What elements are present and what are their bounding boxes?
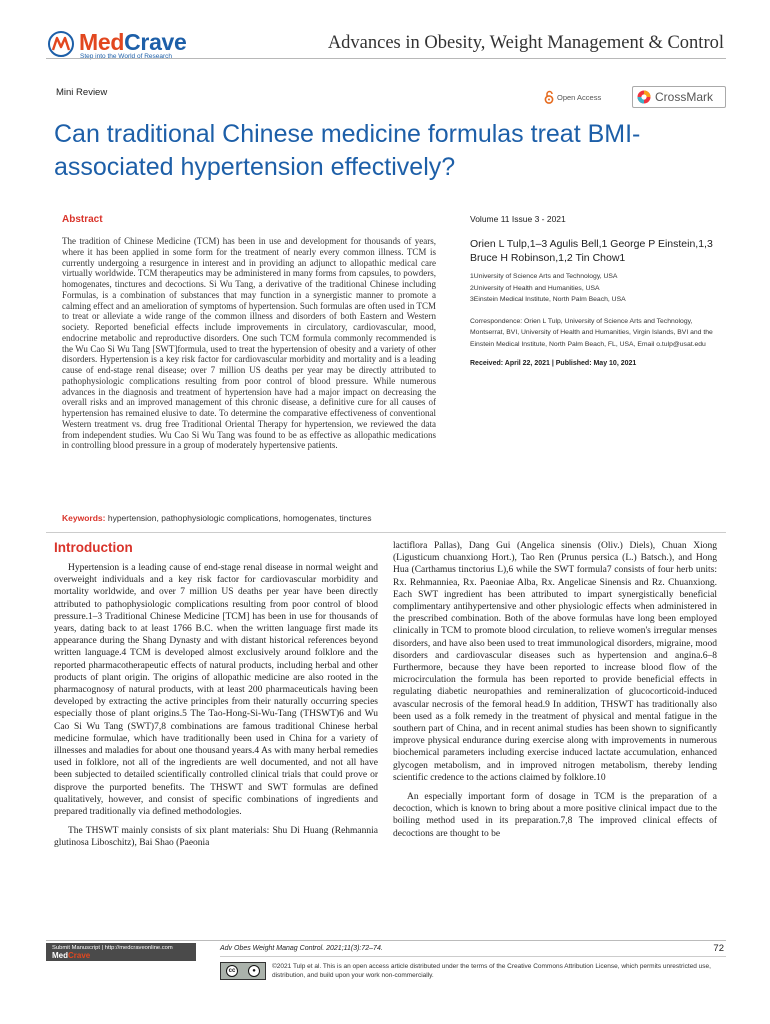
footer-brand — [52, 951, 190, 960]
journal-name: Advances in Obesity, Weight Management & Control — [327, 33, 724, 53]
keywords-label: Keywords: — [62, 513, 106, 523]
open-lock-icon — [544, 90, 554, 104]
body-paragraph: The THSWT mainly consists of six plant materials: Shu Di Huang (Rehmannia glutinosa Liboschitz), Bai Shao (Paeonia — [54, 826, 378, 849]
logo-suffix: Crave — [124, 29, 187, 55]
citation: Adv Obes Weight Manag Control. 2021;11(3):72‒74. — [220, 945, 383, 952]
affiliation-item: 1University of Science Arts and Technology, USA — [470, 273, 618, 280]
received-published-dates: Received: April 22, 2021 | Published: May 10, 2021 — [470, 360, 637, 367]
submit-manuscript-link[interactable]: Submit Manuscript | http://medcraveonline.com — [52, 945, 173, 951]
creative-commons-badge[interactable] — [220, 962, 266, 980]
footer-brand-prefix: Med — [52, 951, 68, 960]
keywords-text: hypertension, pathophysiologic complications, homogenates, tinctures — [107, 513, 372, 523]
crossmark-button[interactable] — [632, 86, 726, 108]
logo-wordmark — [79, 29, 187, 56]
correspondence: Correspondence: Orien L Tulp, University of Science Arts and Technology, Montserrat, BVI, University of Health and Humanities, Virgin Islands, BVI and the Einstein Medical Institute, North Palm Beach, FL, USA, Email o.tulp@usat.edu — [470, 317, 713, 348]
abstract-heading: Abstract — [62, 214, 103, 225]
open-access-badge[interactable] — [544, 88, 601, 106]
volume-issue: Volume 11 Issue 3 - 2021 — [470, 214, 566, 224]
body-paragraph: lactiflora Pallas), Dang Gui (Angelica sinensis (Oliv.) Diels), Chuan Xiong (Ligusticum chuanxiong Hort.), Tao Ren (Prunus persica (L.) Batsch.), and Hong Hua (Carthamus tinctorius L),6 while the SWT formula7 consists of four herb units: Rx. Rehmanniea, Rx. Paeoniae Alba, Rx. Angelicae Sinensis and Rz. Chuanxiong. Each SWT ingredient has been attributed to impart synergistically beneficial complimentary antihypertensive and other physiologic effects when administered in the prescribed combination. Both of the above formulas have long been employed clinically in TCM to promote blood circulation, to relieve women's irregular menses disorders, and have also been used to treat immunological disorders, migraine, mood disorders and cardiovascular diseases such as hypertension and angina.6–8 Furthermore, because they have been reported to increase blood flow of the microcirculation the formula has been reported to provide beneficial effects in regulating diabetic neuropathies and remineralization of glucocorticoid-induced avascular necrosis of the femoral head.9 In addition, THSWT has traditionally also been used as a folk remedy in the treatment of physical and mental fatigue in the southern part of China, and in recent animal studies has been shown to significantly improve physical endurance during exercise along with improvements in numerous biochemical parameters including exercise induced lactate accumulation, enhanced glycogen metabolism, and in improved nitrogen metabolism, thereby lending scientific credence to the actions claimed by folklore.10 — [393, 541, 717, 783]
article-info — [470, 214, 726, 367]
open-access-label: Open Access — [557, 92, 602, 102]
article-title: Can traditional Chinese medicine formulas treat BMI-associated hypertension effectively? — [54, 120, 641, 181]
footer-brand-suffix: Crave — [68, 951, 91, 960]
page-footer — [0, 940, 770, 1024]
introduction-heading: Introduction — [54, 540, 133, 555]
medcrave-logo-icon — [46, 30, 76, 58]
abstract-text: The tradition of Chinese Medicine (TCM) has been in use and development for thousands of years, where it has been applied in some form for the treatment of nearly every common illness. TCM is currently undergoing a resurgence in interest and in providing an adjunct to allopathic medical care virtually worldwide. TCM therapeutics may be administered in many forms from capsules, to powders, homogenates, tinctures and decoctions. Si Wu Tang, a derivative of the traditional Chinese including Formulas, is a combination of substances that may function in a synergistic manner to promote a calming effect and an amelioration of symptoms of hypertension. Such formulas are often used in TCM to treat or alleviate a wide range of the common illness and disorders of both Eastern and Western society. Reported beneficial effects include improvements in circulatory, cardiovascular, mood, endocrine metabolic and reproductive disorders. One such TCM formula commonly recommended is the Wu Cao Si Wu Tang [SWT]formula, used to treat the hypertension of obesity and a variety of other disorders. Hypertension is a key risk factor for cardiovascular morbidity and mortality and is a leading cause of end-stage renal disease; over 7 million US deaths per year may be directly attributed to pathophysiologic complications resulting from poor control of blood pressure. While numerous advances in the diagnosis and treatment of hypertension have had a major impact on decreasing the overall risks and an improved management of this chronic disease, a definitive cure for all causes of hypertension has remained elusive to date. To determine the comparative effectiveness of conventional Western treatment vs. drug free Traditional Oriental Therapy for hypertension, we reviewed the data from independent studies. Wu Cao Si Wu Tang was found to be as effective as allopathic medications in controlling blood pressure in a group of moderately hypertensive patients. — [62, 236, 436, 451]
article-type: Mini Review — [56, 87, 108, 98]
logo-tagline: Step into the World of Research — [80, 53, 173, 60]
license-divider — [220, 956, 726, 957]
affiliation-item: 3Einstein Medical Institute, North Palm Beach, USA — [470, 296, 626, 303]
footer-divider — [46, 940, 726, 941]
body-paragraph: Hypertension is a leading cause of end-stage renal disease in normal weight and overweight individuals and a key risk factor for cardiovascular morbidity and mortality worldwide, and over 7 million US deaths per year have been directly attributed to pathophysiologic complications resulting from poor control of blood pressure.1–3 Traditional Chinese Medicine [TCM] has been in use for thousands of years, dating back to at least 1766 B.C. when the written language first made its appearance during the Shang Dynasty and with distant historical references beyond written language.4 TCM is developed almost exclusively around folklore and the reported pharmacotherapeutic effects of natural products, including herbal and other products of plant origin. The origins of allopathic medicine are also rooted in the pharmacognosy of natural products, with at least 200 pharmaceuticals having been developed by extracting the active principles from their naturally occurring species especially those of plant origins.5 The Tao-Hong-Si-Wu-Tang (THSWT)6 and Wu Cao Si Wu Tang (SWT)7,8 combinations are famous traditional Chinese herbal medicine formulae, which have traditionally been used in China for a variety of illnesses and maladies for about one thousand years.4 As with many herbal remedies used in folklore, not all of the ingredients are well documented, and not all have been subjected to detailed scientifically controlled clinical trials that could prove or disprove the purported benefits. The THSWT and SWT formulas are defined qualitatively, however, and consist of specific combinations of ingredients and prepared traditionally via defined methodologies. — [54, 563, 378, 818]
page-number: 72 — [713, 943, 724, 954]
keywords — [62, 513, 372, 523]
crossmark-icon — [637, 90, 651, 104]
body-right-column — [393, 540, 717, 839]
body-divider — [46, 532, 726, 533]
header-divider — [46, 58, 726, 59]
body-paragraph: An especially important form of dosage in TCM is the preparation of a decoction, which is known to bring about a more positive clinical impact due to the boiling method used in its preparation.7,8 The improved clinical effects of decoctions are thought to be — [393, 792, 717, 839]
license-text: ©2021 Tulp et al. This is an open access article distributed under the terms of the Creative Commons Attribution License, which permits unrestricted use, distribution, and build upon your work non-commercially. — [272, 963, 711, 979]
logo-prefix: Med — [79, 29, 125, 55]
affiliations — [470, 271, 726, 306]
body-left-column — [54, 540, 378, 850]
author-list: Orien L Tulp,1–3 Agulis Bell,1 George P Einstein,1,3 Bruce H Robinson,1,2 Tin Chow1 — [470, 238, 713, 264]
affiliation-item: 2University of Health and Humanities, USA — [470, 284, 600, 292]
page-header — [0, 0, 770, 80]
cc-icon: cc — [226, 965, 238, 977]
crossmark-label: CrossMark — [655, 90, 714, 104]
submit-manuscript-banner[interactable] — [46, 943, 196, 961]
by-icon: ● — [248, 965, 260, 977]
